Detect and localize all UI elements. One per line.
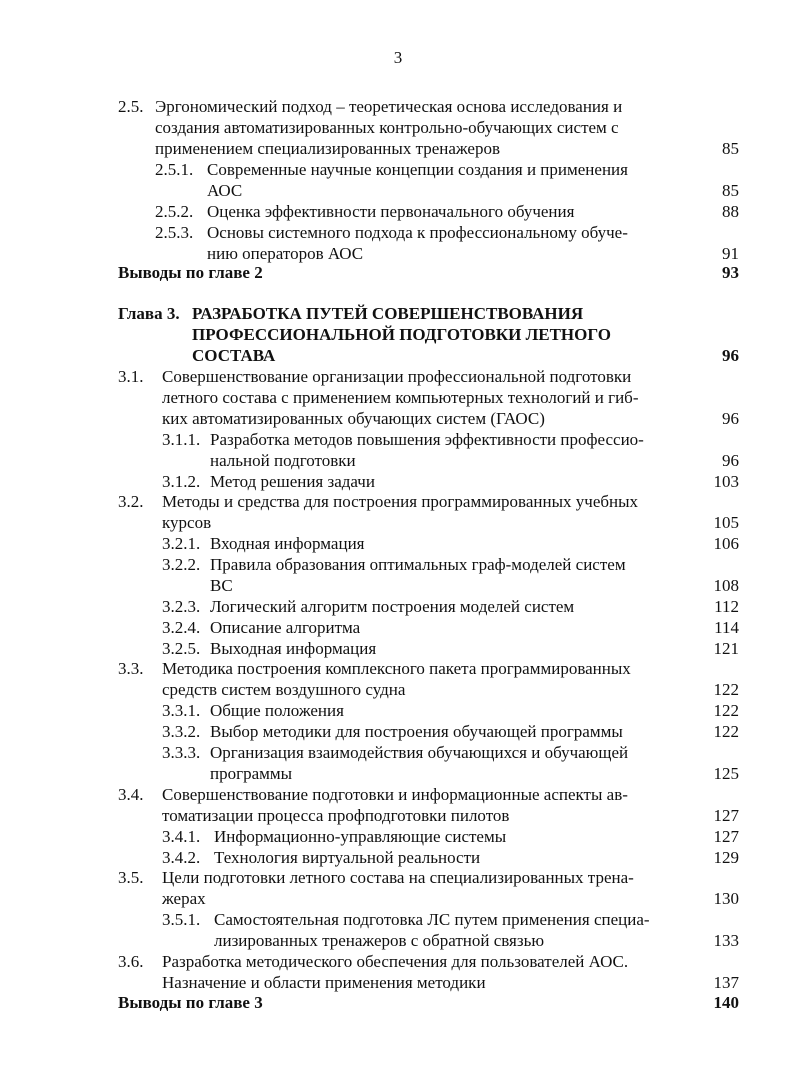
toc-title-line: Описание алгоритма xyxy=(210,618,361,637)
toc-page: 121 xyxy=(713,639,739,658)
toc-title-line: курсов xyxy=(162,513,212,532)
toc-number: 2.5.2. xyxy=(155,202,194,221)
toc-number: Глава 3. xyxy=(118,304,180,323)
toc-title-line: Методы и средства для построения программированных учебных xyxy=(162,492,639,511)
toc-title-line: АОС xyxy=(207,181,243,200)
toc-number: 3.3.2. xyxy=(162,722,201,741)
toc-page: 129 xyxy=(713,848,739,867)
toc-number: 2.5.1. xyxy=(155,160,194,179)
toc-title-line: Выбор методики для построения обучающей программы xyxy=(210,722,623,741)
toc-title-line: Совершенствование подготовки и информационные аспекты ав- xyxy=(162,785,628,804)
toc-page: 91 xyxy=(722,244,739,263)
toc-number: 3.2.4. xyxy=(162,618,201,637)
toc-number: 2.5.3. xyxy=(155,223,194,242)
toc-title-line: Разработка методического обеспечения для пользователей АОС. xyxy=(162,952,629,971)
toc-title-line: Выходная информация xyxy=(210,639,377,658)
toc-number: 3.3.1. xyxy=(162,701,201,720)
toc-page: 85 xyxy=(722,139,739,158)
toc-title-line: Правила образования оптимальных граф-моделей систем xyxy=(210,555,626,574)
toc-title-line: Разработка методов повышения эффективности профессио- xyxy=(210,430,644,449)
toc-title-line: Самостоятельная подготовка ЛС путем применения специа- xyxy=(214,910,650,929)
toc-page: 93 xyxy=(722,263,739,282)
toc-title-line: Информационно-управляющие системы xyxy=(214,827,507,846)
toc-title-line: Совершенствование организации профессиональной подготовки xyxy=(162,367,632,386)
toc-title-line: создания автоматизированных контрольно-обучающих систем с xyxy=(155,118,619,137)
toc-title-line: лизированных тренажеров с обратной связью xyxy=(214,931,545,950)
toc-title-line: томатизации процесса профподготовки пилотов xyxy=(162,806,510,825)
toc-page: 130 xyxy=(713,889,739,908)
toc-page: 105 xyxy=(713,513,739,532)
toc-title-line: СОСТАВА xyxy=(192,346,276,365)
toc-title-line: Основы системного подхода к профессиональному обуче- xyxy=(207,223,628,242)
toc-title-line: программы xyxy=(210,764,293,783)
toc-page: 112 xyxy=(714,597,739,616)
toc-number: 2.5. xyxy=(118,97,144,116)
toc-page: 114 xyxy=(714,618,739,637)
toc-title-line: ВС xyxy=(210,576,233,595)
toc-title-line: ких автоматизированных обучающих систем (ГАОС) xyxy=(162,409,545,428)
toc-page: 133 xyxy=(713,931,739,950)
toc-number: 3.1. xyxy=(118,367,144,386)
toc-page: 122 xyxy=(713,680,739,699)
toc-number: 3.4.1. xyxy=(162,827,201,846)
toc-number: 3.1.2. xyxy=(162,472,201,491)
toc-title-line: Организация взаимодействия обучающихся и обучающей xyxy=(210,743,629,762)
toc-page: 85 xyxy=(722,181,739,200)
toc-number: 3.4.2. xyxy=(162,848,201,867)
toc-page: 106 xyxy=(713,534,739,553)
toc-title-line: Эргономический подход – теоретическая основа исследования и xyxy=(155,97,623,116)
toc-page: 96 xyxy=(722,346,739,365)
toc-number: 3.2. xyxy=(118,492,144,511)
toc-title-line: Технология виртуальной реальности xyxy=(214,848,481,867)
toc-title-line: Методика построения комплексного пакета программированных xyxy=(162,659,631,678)
toc-page: 108 xyxy=(713,576,739,595)
toc-title-line: летного состава с применением компьютерных технологий и гиб- xyxy=(162,388,639,407)
toc-title-line: применением специализированных тренажеров xyxy=(155,139,500,158)
toc-page: 137 xyxy=(713,973,739,992)
toc-number: 3.2.3. xyxy=(162,597,201,616)
toc-title-line: Общие положения xyxy=(210,701,344,720)
toc-title-line: РАЗРАБОТКА ПУТЕЙ СОВЕРШЕНСТВОВАНИЯ xyxy=(192,304,584,323)
toc-number: 3.6. xyxy=(118,952,144,971)
toc-page: 122 xyxy=(713,701,739,720)
toc-title-line: Выводы по главе 3 xyxy=(118,993,263,1012)
toc-number: 3.3.3. xyxy=(162,743,201,762)
toc-page: 96 xyxy=(722,451,739,470)
toc-page: 122 xyxy=(713,722,739,741)
toc-title-line: Входная информация xyxy=(210,534,365,553)
toc-title-line: Выводы по главе 2 xyxy=(118,263,263,282)
toc-page: 140 xyxy=(713,993,739,1012)
toc-number: 3.5.1. xyxy=(162,910,201,929)
toc-page: 88 xyxy=(722,202,739,221)
toc-title-line: Оценка эффективности первоначального обучения xyxy=(207,202,575,221)
toc-title-line: нальной подготовки xyxy=(210,451,356,470)
toc-page: 127 xyxy=(713,806,739,825)
toc-number: 3.3. xyxy=(118,659,144,678)
toc-title-line: ПРОФЕССИОНАЛЬНОЙ ПОДГОТОВКИ ЛЕТНОГО xyxy=(192,325,611,344)
toc-title-line: Современные научные концепции создания и применения xyxy=(207,160,628,179)
toc-page: 103 xyxy=(713,472,739,491)
page-number: 3 xyxy=(393,48,403,67)
toc-title-line: нию операторов АОС xyxy=(207,244,364,263)
toc-title-line: Метод решения задачи xyxy=(210,472,375,491)
toc-page: 127 xyxy=(713,827,739,846)
toc-number: 3.2.5. xyxy=(162,639,201,658)
toc-number: 3.4. xyxy=(118,785,144,804)
toc-title-line: жерах xyxy=(162,889,206,908)
toc-number: 3.2.1. xyxy=(162,534,201,553)
toc-number: 3.2.2. xyxy=(162,555,201,574)
toc-title-line: Цели подготовки летного состава на специализированных трена- xyxy=(162,868,634,887)
toc-page: 96 xyxy=(722,409,739,428)
toc-number: 3.5. xyxy=(118,868,144,887)
toc-title-line: Назначение и области применения методики xyxy=(162,973,486,992)
toc-title-line: Логический алгоритм построения моделей систем xyxy=(210,597,575,616)
toc-number: 3.1.1. xyxy=(162,430,201,449)
toc-page: 125 xyxy=(713,764,739,783)
toc-title-line: средств систем воздушного судна xyxy=(162,680,406,699)
